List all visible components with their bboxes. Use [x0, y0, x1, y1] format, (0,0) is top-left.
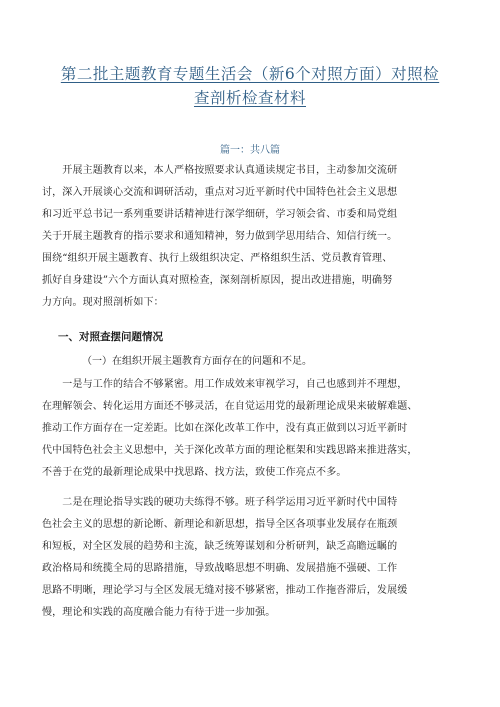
subsection-heading: （一）在组织开展主题教育方面存在的问题和不足。 — [82, 356, 312, 367]
intro-line: 力方向。现对照剖析如下： — [42, 297, 164, 308]
section-heading: 一、对照查摆问题情况 — [58, 331, 163, 343]
point-two-line: 政治格局和统揽全局的思路措施，导致战略思想不明确、发展措施不强硬、工作 — [42, 563, 398, 574]
intro-line: 讨，深入开展谈心交流和调研活动，重点对习近平新时代中国特色社会主义思想 — [42, 187, 398, 198]
title-line-2: 查剖析检查材料 — [193, 89, 306, 107]
intro-paragraph — [42, 160, 462, 314]
point-one-line: 一是与工作的结合不够紧密。用工作成效来审视学习，自己也感到并不理想， — [42, 379, 408, 390]
point-one-line: 推动工作方面存在一定差距。比如在深化改革工作中，没有真正做到以习近平新时 — [42, 423, 408, 434]
intro-line: 和习近平总书记一系列重要讲话精神进行深学细研，学习领会省、市委和局党组 — [42, 209, 398, 220]
point-two-line: 色社会主义的思想的新论断、新理论和新思想，指导全区各项事业发展存在瓶颈 — [42, 519, 398, 530]
title-line-1: 第二批主题教育专题生活会（新6个对照方面）对照检 — [60, 65, 440, 83]
intro-line: 关于开展主题教育的指示要求和通知精神，努力做到学思用结合、知信行统一。 — [42, 231, 398, 242]
intro-line: 抓好自身建设”六个方面认真对照检查，深刻剖析原因，提出改进措施，明确努 — [42, 275, 393, 286]
point-two-line: 思路不明晰，理论学习与全区发展无缝对接不够紧密，推动工作拖沓滞后，发展缓 — [42, 585, 408, 596]
point-one-line: 不善于在党的最新理论成果中找思路、找方法，致使工作亮点不多。 — [42, 467, 347, 478]
point-two-line: 慢，理论和实践的高度融合能力有待于进一步加强。 — [42, 607, 276, 618]
intro-line: 开展主题教育以来，本人严格按照要求认真通读规定书目，主动参加交流研 — [42, 165, 398, 176]
point-two-line: 二是在理论指导实践的硬功夫练得不够。班子科学运用习近平新时代中国特 — [42, 497, 398, 508]
point-two-line: 和短板，对全区发展的趋势和主流，缺乏统筹谋划和分析研判，缺乏高瞻远瞩的 — [42, 541, 398, 552]
document-subtitle: 篇一：共八篇 — [220, 145, 280, 156]
point-one-line: 在理解领会、转化运用方面还不够灵活，在自觉运用党的最新理论成果来破解难题、 — [42, 401, 418, 412]
document-title — [30, 62, 470, 110]
point-one-line: 代中国特色社会主义思想中，关于深化改革方面的理论框架和实践思路来推进落实， — [42, 445, 418, 456]
intro-line: 围绕“组织开展主题教育、执行上级组织决定、严格组织生活、党员教育管理、 — [42, 253, 393, 264]
point-one-paragraph — [42, 374, 462, 484]
point-two-paragraph — [42, 492, 462, 624]
